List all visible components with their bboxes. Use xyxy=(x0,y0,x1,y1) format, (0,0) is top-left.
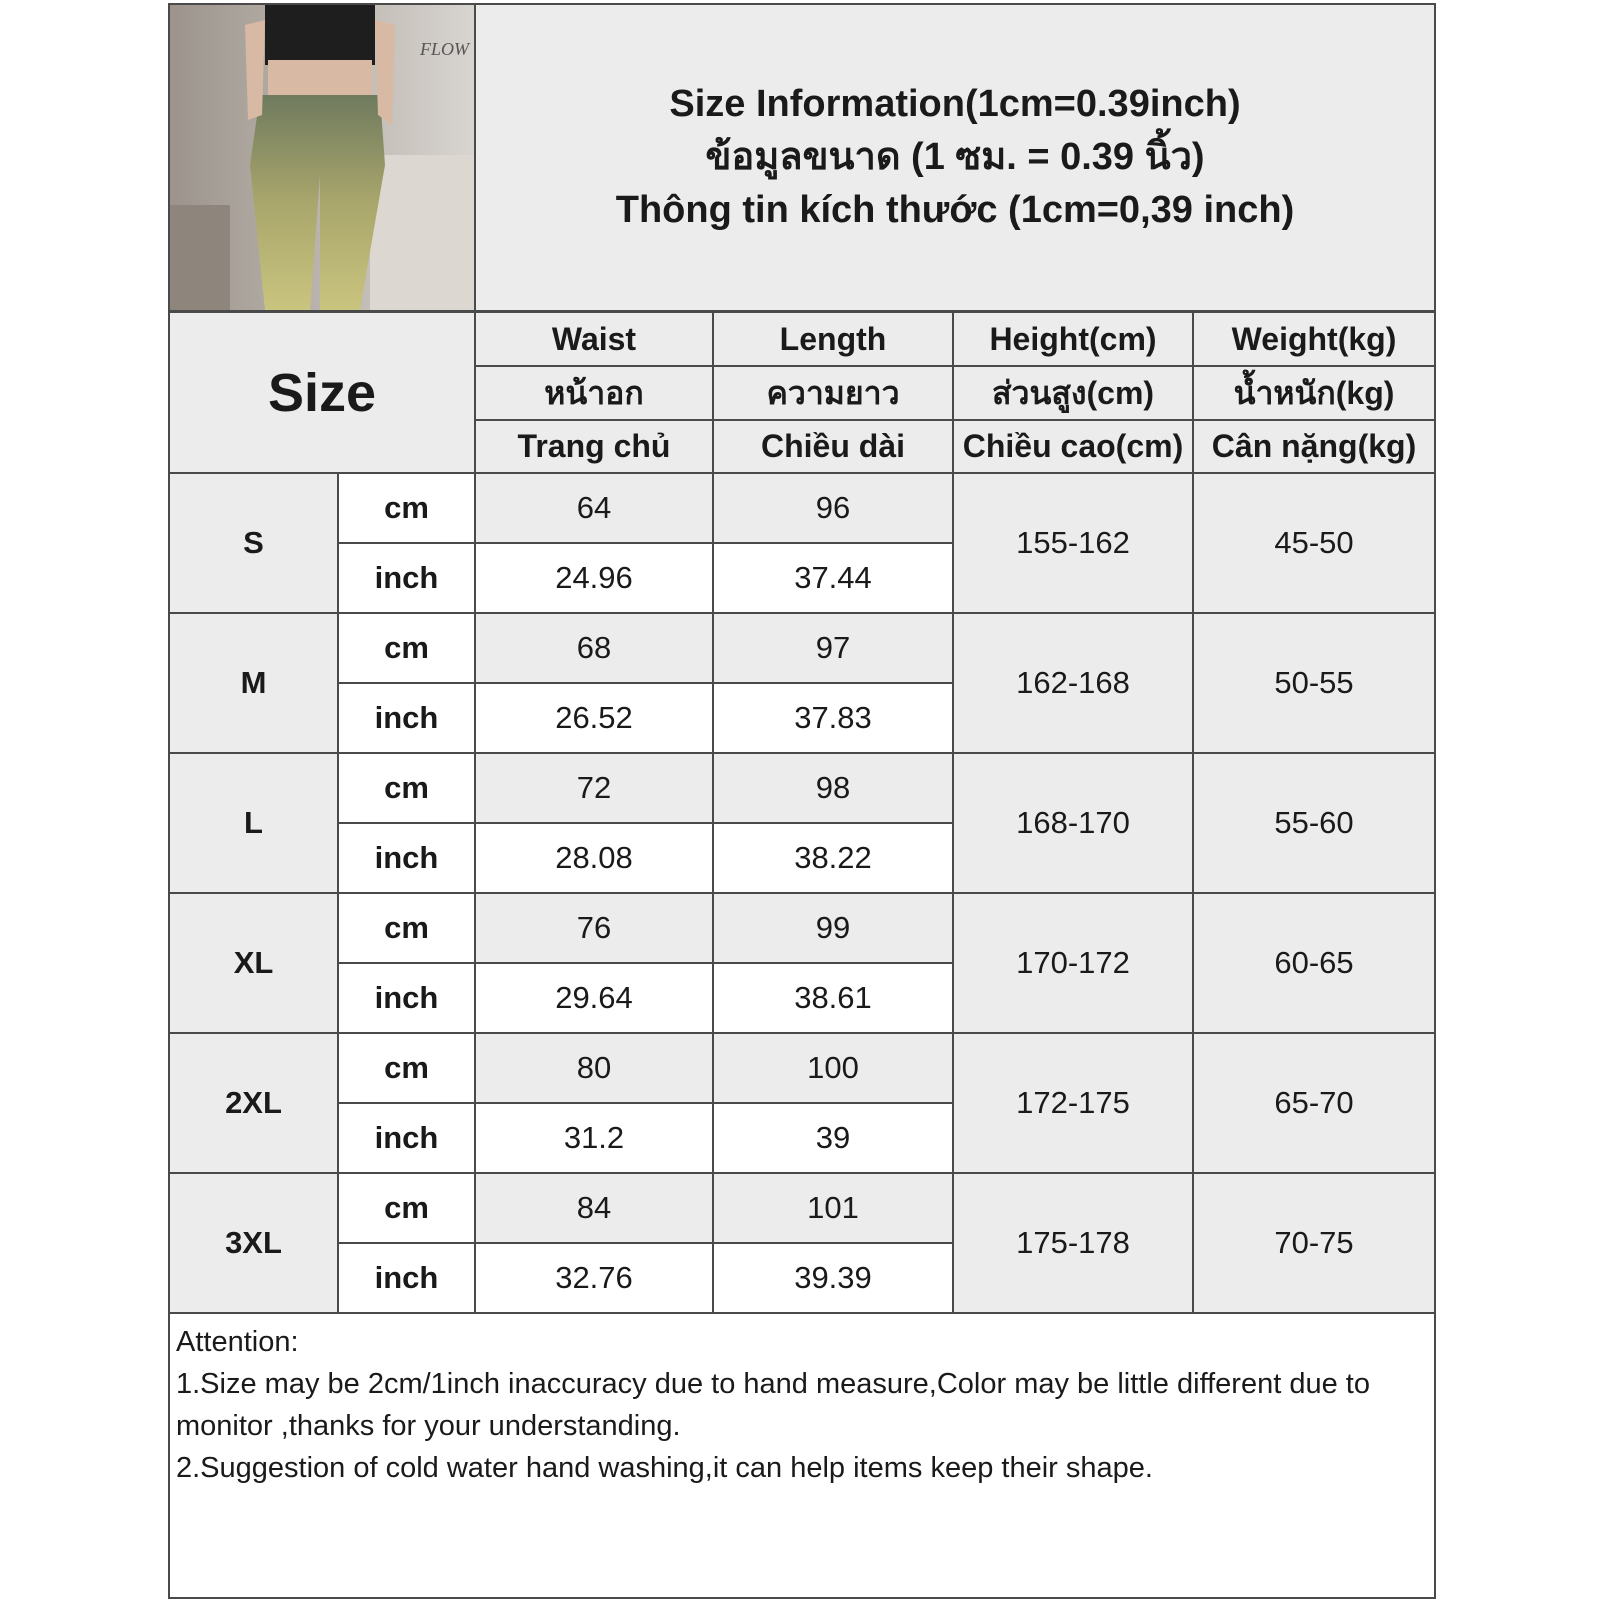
waist-header-vi: Trang chủ xyxy=(476,421,714,474)
size-label: 2XL xyxy=(170,1034,339,1174)
length-header-vi: Chiều dài xyxy=(714,421,954,474)
height-range-cell: 172-175 xyxy=(954,1034,1194,1174)
unit-cm-label: cm xyxy=(339,614,476,684)
weight-range-cell: 55-60 xyxy=(1194,754,1434,894)
length-header-en: Length xyxy=(714,313,954,367)
length-cm-cell: 101 xyxy=(714,1174,954,1244)
jeans-model-image xyxy=(170,5,474,310)
waist-inch-cell: 28.08 xyxy=(476,824,714,894)
length-header-th: ความยาว xyxy=(714,367,954,421)
length-cm-cell: 96 xyxy=(714,474,954,544)
unit-cm-label: cm xyxy=(339,754,476,824)
height-header-en: Height(cm) xyxy=(954,313,1194,367)
waist-cm-cell: 64 xyxy=(476,474,714,544)
length-inch-cell: 37.83 xyxy=(714,684,954,754)
height-header-th: ส่วนสูง(cm) xyxy=(954,367,1194,421)
size-label: 3XL xyxy=(170,1174,339,1314)
waist-inch-cell: 31.2 xyxy=(476,1104,714,1174)
length-inch-cell: 39 xyxy=(714,1104,954,1174)
waist-inch-cell: 29.64 xyxy=(476,964,714,1034)
attention-notes xyxy=(170,1319,1434,1491)
unit-inch-label: inch xyxy=(339,824,476,894)
attention-item-1: 1.Size may be 2cm/1inch inaccuracy due to hand measure,Color may be little different due to monitor ,thanks for your understanding. xyxy=(176,1368,1370,1442)
waist-header-th: หน้าอก xyxy=(476,367,714,421)
unit-cm-label: cm xyxy=(339,894,476,964)
waist-inch-cell: 32.76 xyxy=(476,1244,714,1314)
unit-inch-label: inch xyxy=(339,1244,476,1314)
height-range-cell: 155-162 xyxy=(954,474,1194,614)
title-vietnamese: Thông tin kích thước (1cm=0,39 inch) xyxy=(615,189,1295,231)
weight-range-cell: 60-65 xyxy=(1194,894,1434,1034)
weight-header-en: Weight(kg) xyxy=(1194,313,1434,367)
waist-cm-cell: 72 xyxy=(476,754,714,824)
weight-range-cell: 70-75 xyxy=(1194,1174,1434,1314)
size-header: Size xyxy=(170,313,476,474)
size-label: S xyxy=(170,474,339,614)
waist-cm-cell: 80 xyxy=(476,1034,714,1104)
size-label: M xyxy=(170,614,339,754)
size-chart xyxy=(168,3,1436,1599)
height-header-vi: Chiều cao(cm) xyxy=(954,421,1194,474)
photo-watermark: FLOW xyxy=(420,39,469,59)
size-info-title xyxy=(476,5,1434,313)
unit-cm-label: cm xyxy=(339,1174,476,1244)
unit-inch-label: inch xyxy=(339,544,476,614)
product-photo xyxy=(170,5,476,313)
unit-inch-label: inch xyxy=(339,964,476,1034)
waist-cm-cell: 68 xyxy=(476,614,714,684)
waist-cm-cell: 84 xyxy=(476,1174,714,1244)
waist-header-en: Waist xyxy=(476,313,714,367)
weight-range-cell: 50-55 xyxy=(1194,614,1434,754)
height-range-cell: 170-172 xyxy=(954,894,1194,1034)
weight-header-vi: Cân nặng(kg) xyxy=(1194,421,1434,474)
size-label: XL xyxy=(170,894,339,1034)
weight-range-cell: 65-70 xyxy=(1194,1034,1434,1174)
weight-range-cell: 45-50 xyxy=(1194,474,1434,614)
waist-cm-cell: 76 xyxy=(476,894,714,964)
length-cm-cell: 97 xyxy=(714,614,954,684)
length-inch-cell: 38.61 xyxy=(714,964,954,1034)
height-range-cell: 162-168 xyxy=(954,614,1194,754)
attention-item-2: 2.Suggestion of cold water hand washing,it can help items keep their shape. xyxy=(176,1452,1153,1484)
unit-inch-label: inch xyxy=(339,684,476,754)
height-range-cell: 175-178 xyxy=(954,1174,1194,1314)
waist-inch-cell: 26.52 xyxy=(476,684,714,754)
length-cm-cell: 99 xyxy=(714,894,954,964)
title-english: Size Information(1cm=0.39inch) xyxy=(669,83,1241,125)
length-inch-cell: 39.39 xyxy=(714,1244,954,1314)
title-thai: ข้อมูลขนาด (1 ซม. = 0.39 นิ้ว) xyxy=(705,136,1205,178)
unit-cm-label: cm xyxy=(339,474,476,544)
length-cm-cell: 100 xyxy=(714,1034,954,1104)
weight-header-th: น้ำหนัก(kg) xyxy=(1194,367,1434,421)
unit-inch-label: inch xyxy=(339,1104,476,1174)
length-inch-cell: 38.22 xyxy=(714,824,954,894)
length-cm-cell: 98 xyxy=(714,754,954,824)
attention-heading: Attention: xyxy=(176,1326,299,1358)
height-range-cell: 168-170 xyxy=(954,754,1194,894)
size-label: L xyxy=(170,754,339,894)
waist-inch-cell: 24.96 xyxy=(476,544,714,614)
unit-cm-label: cm xyxy=(339,1034,476,1104)
length-inch-cell: 37.44 xyxy=(714,544,954,614)
